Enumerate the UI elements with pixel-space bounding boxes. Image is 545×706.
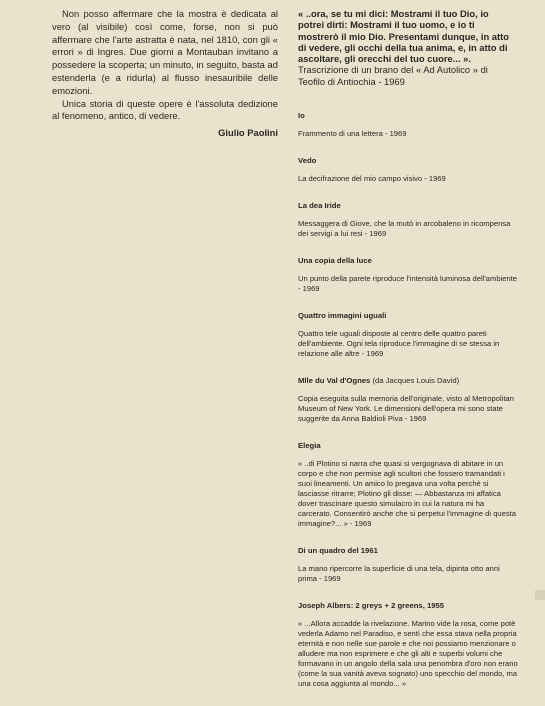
work-title: Di un quadro del 1961 [298,546,378,555]
intro-paragraph: Non posso affermare che la mostra è dedicata al vero (al visibile) così come, forse, non si può affermare che l'arte astratta è nata, nel 1810, con gli « errori » di Ingres. Due giorni a Montauban invitano a possedere la scoperta; un minuto, in seguito, basta ad estenderla (e a ridurla) al flusso inesauribile delle emozioni. [52,8,278,96]
work-description: Quattro tele uguali disposte al centro delle quattro pareti dell'ambiente. Ogni tela riproduce l'immagine di se stessa in relazione alle altre - 1969 [298,329,500,358]
work-title: Quattro immagini uguali [298,311,387,320]
work-title: La dea Iride [298,201,341,210]
work-title: Joseph Albers: 2 greys + 2 greens, 1955 [298,601,445,610]
work-entry [298,111,518,139]
works-list [298,111,518,706]
work-entry [298,311,518,359]
work-title: Vedo [298,156,317,165]
work-title: Io [298,111,305,120]
work-entry [298,256,518,294]
work-entry [298,156,518,184]
page-corner [535,590,545,600]
work-subtitle: (da Jacques Louis David) [372,376,460,385]
work-description: Un punto della parete riproduce l'intensità luminosa dell'ambiente - 1969 [298,274,518,293]
intro-paragraph: Unica storia di queste opere è l'assoluta dedizione al fenomeno, antico, di vedere. [52,97,278,122]
work-entry [298,441,518,529]
work-description: Frammento di una lettera - 1969 [298,129,407,138]
work-entry [298,601,518,689]
epigraph-source: Trascrizione di un brano del « Ad Autolico » di Teofilo di Antiochia - 1969 [298,64,488,87]
work-description: La mano ripercorre la superficie di una tela, dipinta otto anni prima - 1969 [298,564,500,583]
work-description: Copia eseguita sulla memoria dell'originale, visto al Metropolitan Museum of New York. Le dimensioni dell'opera mi sono state suggerite da Anna Baldioli Piva - 1969 [298,394,514,423]
work-description: La decifrazione del mio campo visivo - 1969 [298,174,446,183]
signature: Giulio Paolini [218,127,278,139]
intro-text [52,8,278,123]
work-title: Elegia [298,441,321,450]
work-title: Una copia della luce [298,256,372,265]
work-description: « ..di Plotino si narra che quasi si vergognava di abitare in un corpo e che non permise agli scultori che fossero tramandati i suoi lineamenti. Un amico lo pregava una volta perchè si lasciasse ritrarre; Plotino gli disse: — Abbastanza mi affatica dover trascinare questo simulacro in cui la natura mi ha carcerato. Consentirò anche che si perpetui l'immagine di questa immagine?... » - 1969 [298,459,516,528]
work-entry [298,376,518,424]
work-description: Messaggera di Giove, che la mutò in arcobaleno in ricompensa dei servigi a lui resi - 1969 [298,219,511,238]
epigraph-quote: « ..ora, se tu mi dici: Mostrami il tuo Dio, io potrei dirti: Mostrami il tuo uomo, e io ti mostrerò il mio Dio. Presentami dunque, in atto di vedere, gli occhi della tua anima, e, in atto di ascoltare, gli orecchi del tuo cuore... ». [298,8,509,65]
work-description: « ...Allora accadde la rivelazione. Marino vide la rosa, come potè vederla Adamo nel Paradiso, e sentì che essa stava nella propria eternità e non nelle sue parole e che noi possiamo menzionare o alludere ma non esprimere e che gli alti e superbi volumi che formavano in un angolo della sala una penombra d'oro non erano (come la sua vanità aveva sognato) uno specchio del mondo, ma una cosa aggiunta al mondo... » [298,619,518,688]
quote-column [298,8,516,87]
work-entry [298,201,518,239]
work-title: Mlle du Val d'Ognes (da Jacques Louis David) [298,376,460,385]
work-entry [298,546,518,584]
intro-column [52,8,278,138]
